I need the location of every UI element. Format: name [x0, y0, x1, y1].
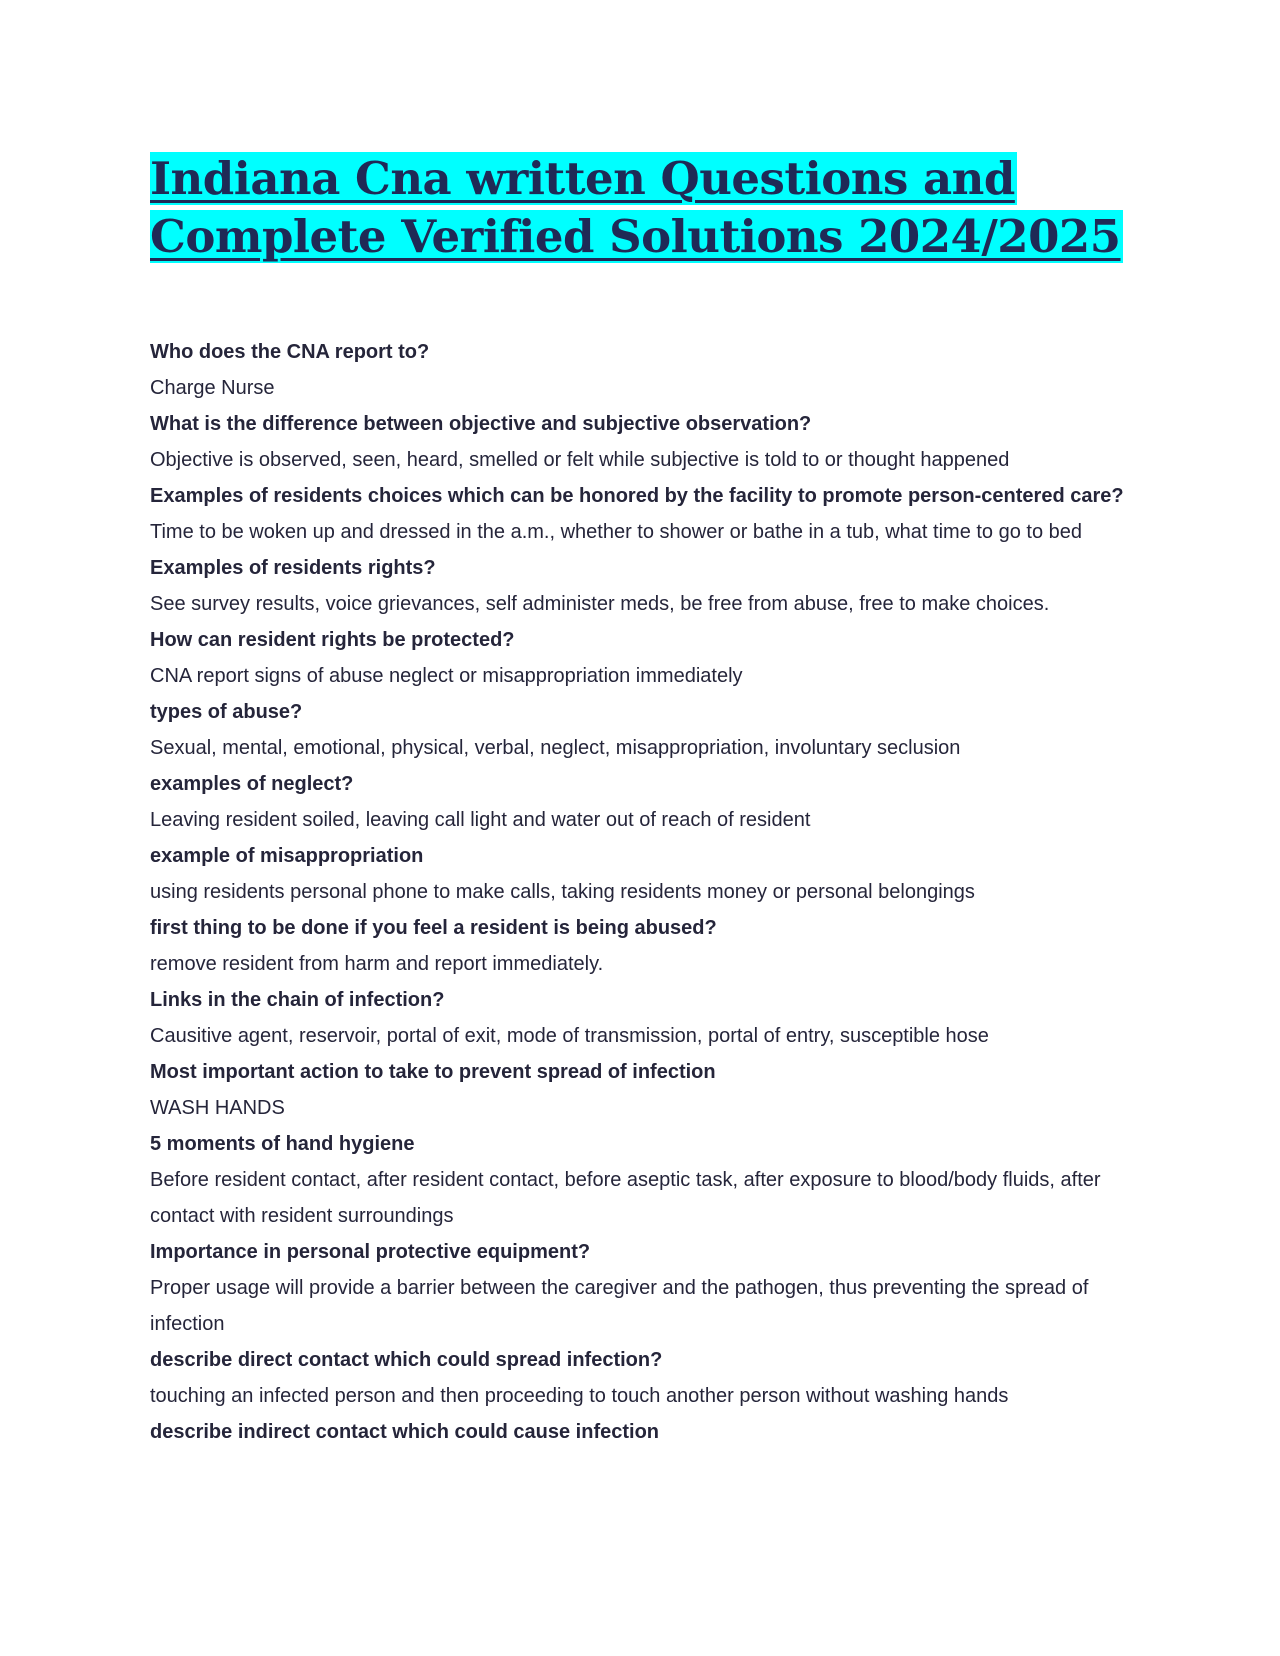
answer-text: remove resident from harm and report immediately.: [150, 953, 604, 975]
answer-text: Proper usage will provide a barrier between the caregiver and the pathogen, thus preventing the spread of infection: [150, 1277, 1089, 1335]
question-text: types of abuse?: [150, 701, 303, 723]
answer-text: Time to be woken up and dressed in the a.m., whether to shower or bathe in a tub, what time to go to bed: [150, 521, 1083, 543]
document-title: [150, 150, 1150, 266]
question-text: Who does the CNA report to?: [150, 341, 430, 363]
answer-text: Objective is observed, seen, heard, smelled or felt while subjective is told to or thought happened: [150, 449, 1010, 471]
question-text: example of misappropriation: [150, 845, 424, 867]
qa-list: [150, 334, 1130, 1450]
answer-text: WASH HANDS: [150, 1097, 285, 1119]
answer-text: Before resident contact, after resident contact, before aseptic task, after exposure to blood/body fluids, after contact with resident surroundings: [150, 1169, 1101, 1227]
answer-text: See survey results, voice grievances, self administer meds, be free from abuse, free to make choices.: [150, 593, 1050, 615]
question-text: Examples of residents rights?: [150, 557, 436, 579]
title-line-2: Complete Verified Solutions 2024/2025: [150, 210, 1121, 263]
question-text: How can resident rights be protected?: [150, 629, 515, 651]
answer-text: CNA report signs of abuse neglect or misappropriation immediately: [150, 665, 743, 687]
question-text: Most important action to take to prevent spread of infection: [150, 1061, 716, 1083]
answer-text: Sexual, mental, emotional, physical, verbal, neglect, misappropriation, involuntary seclusion: [150, 737, 961, 759]
question-text: examples of neglect?: [150, 773, 354, 795]
question-text: first thing to be done if you feel a resident is being abused?: [150, 917, 717, 939]
title-line-1: Indiana Cna written Questions and: [150, 152, 1015, 205]
question-text: Examples of residents choices which can be honored by the facility to promote person-centered care?: [150, 485, 1124, 507]
question-text: Importance in personal protective equipment?: [150, 1241, 591, 1263]
question-text: 5 moments of hand hygiene: [150, 1133, 415, 1155]
answer-text: using residents personal phone to make calls, taking residents money or personal belongings: [150, 881, 975, 903]
answer-text: Charge Nurse: [150, 377, 275, 399]
answer-text: Causitive agent, reservoir, portal of exit, mode of transmission, portal of entry, susceptible hose: [150, 1025, 989, 1047]
answer-text: touching an infected person and then proceeding to touch another person without washing hands: [150, 1385, 1009, 1407]
answer-text: Leaving resident soiled, leaving call light and water out of reach of resident: [150, 809, 811, 831]
question-text: Links in the chain of infection?: [150, 989, 445, 1011]
question-text: describe indirect contact which could cause infection: [150, 1421, 660, 1443]
question-text: What is the difference between objective and subjective observation?: [150, 413, 812, 435]
question-text: describe direct contact which could spread infection?: [150, 1349, 663, 1371]
